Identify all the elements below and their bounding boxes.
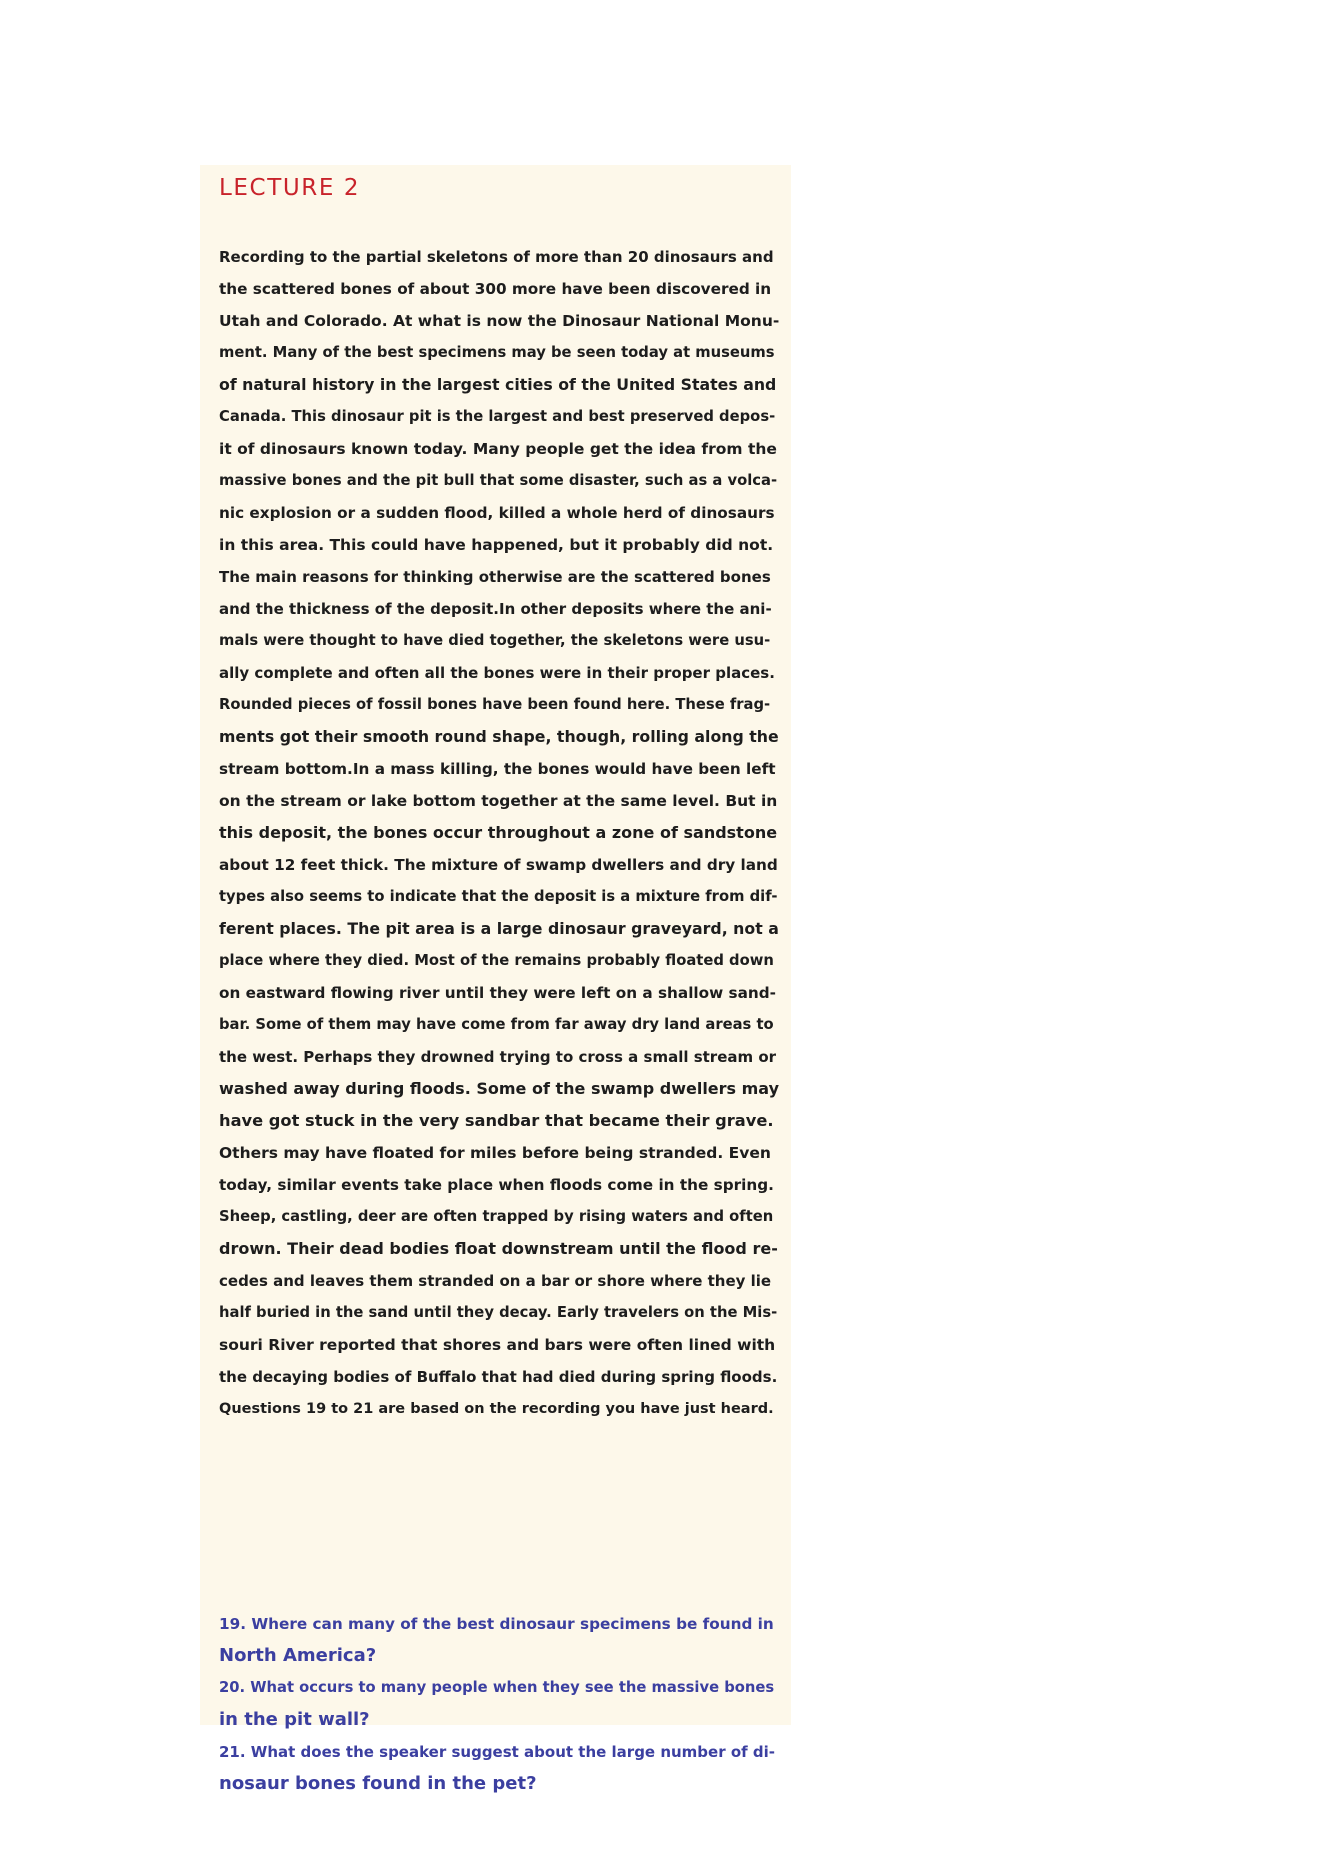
body-text-line: it of dinosaurs known today. Many people get the idea from the — [219, 440, 777, 458]
body-text-line: Canada. This dinosaur pit is the largest and best preserved depos- — [219, 408, 776, 425]
question-text-line: North America? — [219, 1645, 377, 1666]
body-text-line: Sheep, castling, deer are often trapped by rising waters and often — [219, 1208, 774, 1225]
lecture-body — [219, 241, 779, 1425]
body-text-line: The main reasons for thinking otherwise are the scattered bones — [219, 568, 771, 586]
body-text-line: mals were thought to have died together, the skeletons were usu- — [219, 632, 771, 649]
body-text-line: ment. Many of the best specimens may be seen today at museums — [219, 344, 775, 361]
body-text-line: ments got their smooth round shape, though, rolling along the — [219, 727, 779, 746]
body-text-line: Rounded pieces of fossil bones have been found here. These frag- — [219, 696, 771, 713]
question-text-line: 20. What occurs to many people when they see the massive bones — [219, 1679, 775, 1696]
lecture-panel — [200, 165, 791, 1794]
body-text-line: ally complete and often all the bones were in their proper places. — [219, 664, 775, 682]
body-text-line: have got stuck in the very sandbar that became their grave. — [219, 1111, 774, 1130]
body-text-line: the decaying bodies of Buffalo that had died during spring floods. — [219, 1368, 778, 1386]
body-text-line: drown. Their dead bodies float downstream until the flood re- — [219, 1239, 778, 1258]
body-text-line: about 12 feet thick. The mixture of swamp dwellers and dry land — [219, 856, 778, 874]
body-text-line: Recording to the partial skeletons of more than 20 dinosaurs and — [219, 248, 774, 266]
body-text-line: ferent places. The pit area is a large dinosaur graveyard, not a — [219, 919, 779, 938]
body-text-line: in this area. This could have happened, but it probably did not. — [219, 536, 774, 554]
body-text-line: and the thickness of the deposit.In other deposits where the ani- — [219, 600, 772, 618]
body-text-line: bar. Some of them may have come from far away dry land areas to — [219, 1016, 774, 1033]
lecture-title: LECTURE 2 — [219, 175, 361, 201]
body-text-line: half buried in the sand until they decay. Early travelers on the Mis- — [219, 1304, 778, 1321]
body-text-line: this deposit, the bones occur throughout a zone of sandstone — [219, 823, 778, 842]
body-text-line: washed away during floods. Some of the swamp dwellers may — [219, 1079, 780, 1098]
question-text-line: 21. What does the speaker suggest about the large number of di- — [219, 1743, 775, 1761]
body-text-line: on eastward flowing river until they were left on a shallow sand- — [219, 984, 776, 1002]
body-text-line: massive bones and the pit bull that some disaster, such as a volca- — [219, 472, 778, 489]
body-text-line: cedes and leaves them stranded on a bar or shore where they lie — [219, 1272, 772, 1290]
body-text-line: the west. Perhaps they drowned trying to cross a small stream or — [219, 1048, 777, 1066]
body-text-line: today, similar events take place when floods come in the spring. — [219, 1176, 774, 1194]
question-text-line: nosaur bones found in the pet? — [219, 1773, 537, 1794]
questions-block — [219, 1608, 779, 1800]
body-text-line: nic explosion or a sudden flood, killed a whole herd of dinosaurs — [219, 504, 775, 522]
body-text-line: souri River reported that shores and bars were often lined with — [219, 1336, 776, 1354]
body-text-line: stream bottom.In a mass killing, the bones would have been left — [219, 760, 776, 778]
question-text-line: 19. Where can many of the best dinosaur specimens be found in — [219, 1615, 774, 1633]
question-text-line: in the pit wall? — [219, 1709, 370, 1730]
body-text-line: place where they died. Most of the remains probably floated down — [219, 952, 774, 969]
body-text-line: on the stream or lake bottom together at the same level. But in — [219, 792, 778, 810]
body-text-line: of natural history in the largest cities of the United States and — [219, 375, 777, 394]
body-text-line: the scattered bones of about 300 more have been discovered in — [219, 280, 772, 298]
body-text-line: Questions 19 to 21 are based on the recording you have just heard. — [219, 1401, 774, 1417]
body-text-line: Others may have floated for miles before being stranded. Even — [219, 1144, 771, 1162]
body-text-line: types also seems to indicate that the deposit is a mixture from dif- — [219, 888, 778, 905]
body-text-line: Utah and Colorado. At what is now the Dinosaur National Monu- — [219, 312, 780, 330]
